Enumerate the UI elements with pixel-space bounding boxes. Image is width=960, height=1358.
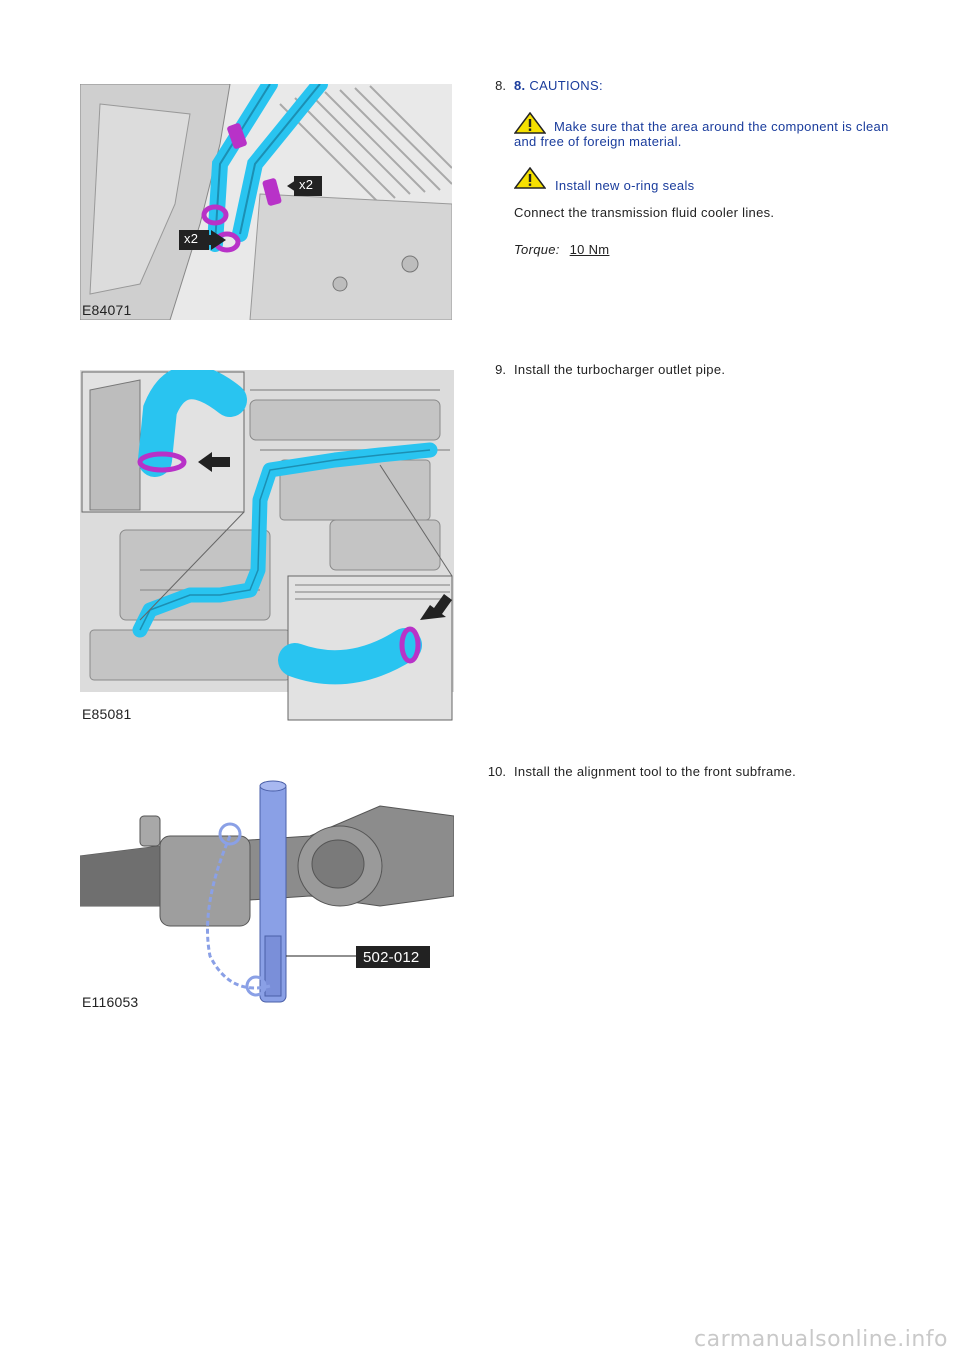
caution-text: Make sure that the area around the component is clean and free of foreign material.: [514, 119, 889, 149]
step-heading: [514, 78, 603, 93]
figure-id: E84071: [82, 302, 132, 318]
figure-e85081: [80, 370, 454, 722]
callout-label: x2: [299, 177, 314, 192]
figure-e84071: [80, 84, 452, 320]
torque-value: 10 Nm: [569, 242, 610, 257]
figure-id: E85081: [82, 706, 132, 722]
step-number: 9.: [495, 362, 506, 377]
figure-e116053: [80, 776, 454, 1012]
step-number: 10.: [487, 764, 506, 779]
step-heading-number: 8.: [514, 78, 526, 93]
torque-spec: [514, 242, 609, 257]
warning-triangle-icon: [514, 167, 546, 194]
step-number: 8.: [495, 78, 506, 93]
cautions-label: CAUTIONS:: [529, 78, 603, 93]
watermark: carmanualsonline.info: [694, 1327, 948, 1352]
step-instruction: Install the alignment tool to the front subframe.: [514, 764, 797, 779]
step-instruction: Install the turbocharger outlet pipe.: [514, 362, 726, 377]
figure-id: E116053: [82, 994, 139, 1010]
step-instruction: Connect the transmission fluid cooler lines.: [514, 205, 775, 220]
tool-number: 502-012: [363, 949, 420, 966]
torque-label: Torque:: [514, 242, 560, 257]
caution-text: Install new o-ring seals: [555, 178, 695, 193]
callout-label: x2: [184, 231, 199, 246]
